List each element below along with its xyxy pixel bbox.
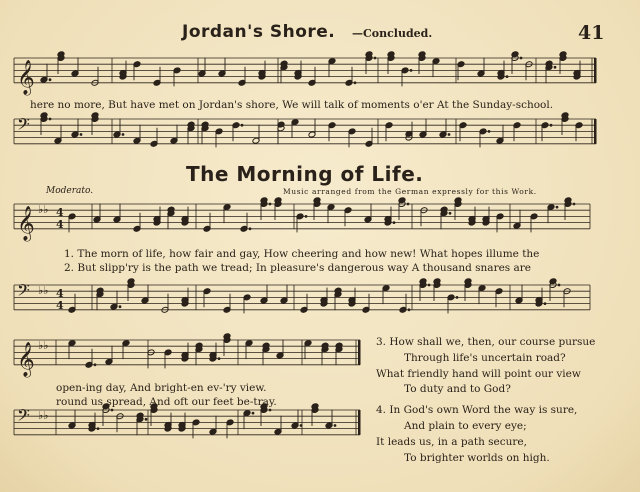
dot: [506, 76, 508, 78]
treble-clef: 𝄞: [17, 205, 35, 241]
key-signature: ♭♭: [38, 339, 49, 352]
dot: [252, 412, 254, 414]
dot: [249, 228, 251, 230]
verse-3-line-2: Through life's uncertain road?: [404, 351, 566, 364]
arrangement-credit: Music arranged from the German expressly for this Work.: [283, 187, 537, 196]
dot: [354, 82, 356, 84]
song-title-morning-of-life: The Morning of Life.: [186, 162, 424, 186]
dot: [520, 57, 522, 59]
dot: [122, 134, 124, 136]
time-signature: 4: [56, 206, 64, 219]
verse-3-line-3: What friendly hand will point our view: [376, 367, 581, 380]
key-signature: ♭♭: [38, 284, 49, 297]
dot: [488, 131, 490, 133]
time-signature: 4: [56, 218, 64, 231]
dot: [94, 364, 96, 366]
verse-3-line-4: To duty and to God?: [404, 383, 511, 396]
page-number: 41: [578, 22, 605, 44]
final-barline-thick: [594, 119, 597, 144]
lyrics-verse1-line2: open-ing day, And bright-en ev-'ry view.: [56, 382, 267, 394]
verse-3-line-1: 3. How shall we, then, our course pursue: [376, 336, 596, 348]
verse-4-line-2: And plain to every eye;: [404, 419, 527, 432]
treble-clef: 𝄞: [17, 59, 35, 95]
dot: [334, 425, 336, 427]
bass-clef: 𝄢: [17, 405, 30, 429]
dot: [554, 66, 556, 68]
dot: [97, 428, 99, 430]
time-signature: 4: [56, 299, 64, 312]
dot: [49, 79, 51, 81]
dot: [428, 284, 430, 286]
dot: [449, 212, 451, 214]
key-signature: ♭♭: [38, 409, 49, 422]
dot: [550, 124, 552, 126]
dot: [305, 216, 307, 218]
dot: [300, 425, 302, 427]
lyrics-verse2-line2: round us spread, And oft our feet be-tray.: [56, 396, 277, 408]
dot: [544, 303, 546, 305]
dot: [573, 203, 575, 205]
treble-clef: 𝄞: [17, 341, 35, 377]
lyrics-verse1-line1: 1. The morn of life, how fair and gay, How cheering and how new! What hopes illume the: [64, 248, 540, 260]
dot: [408, 309, 410, 311]
time-signature: 4: [56, 287, 64, 300]
dot: [456, 297, 458, 299]
verse-4-line-4: To brighter worlds on high.: [404, 451, 550, 464]
dot: [393, 222, 395, 224]
lyrics-jordan: here no more, But have met on Jordan's shore, We will talk of moments o'er At the Sunday-school.: [30, 99, 554, 111]
final-barline-thick: [594, 58, 597, 83]
lyrics-verse2-line1: 2. But slipp'ry is the path we tread; In pleasure's dangerous way A thousand snares are: [64, 262, 532, 274]
tempo-marking: Moderato.: [46, 186, 94, 196]
verse-4-line-3: It leads us, in a path secure,: [376, 435, 527, 448]
dot: [407, 203, 409, 205]
dot: [111, 409, 113, 411]
dot: [448, 134, 450, 136]
final-barline-thick: [358, 410, 361, 435]
key-signature: ♭♭: [38, 203, 49, 216]
verse-4-line-1: 4. In God's own Word the way is sure,: [376, 404, 578, 417]
dot: [218, 358, 220, 360]
dot: [558, 284, 560, 286]
bass-clef: 𝄢: [17, 280, 30, 304]
dot: [241, 124, 243, 126]
final-barline-thick: [358, 340, 361, 365]
dot: [49, 118, 51, 120]
song-title-jordans-shore: Jordan's Shore.: [182, 22, 336, 42]
dot: [556, 206, 558, 208]
dot: [119, 306, 121, 308]
dot: [145, 418, 147, 420]
dot: [269, 203, 271, 205]
bass-clef: 𝄢: [17, 114, 30, 138]
extra-verses: [376, 335, 595, 466]
song-subtitle-concluded: —Concluded.: [352, 27, 433, 40]
dot: [374, 57, 376, 59]
dot: [269, 409, 271, 411]
dot: [410, 70, 412, 72]
dot: [80, 134, 82, 136]
